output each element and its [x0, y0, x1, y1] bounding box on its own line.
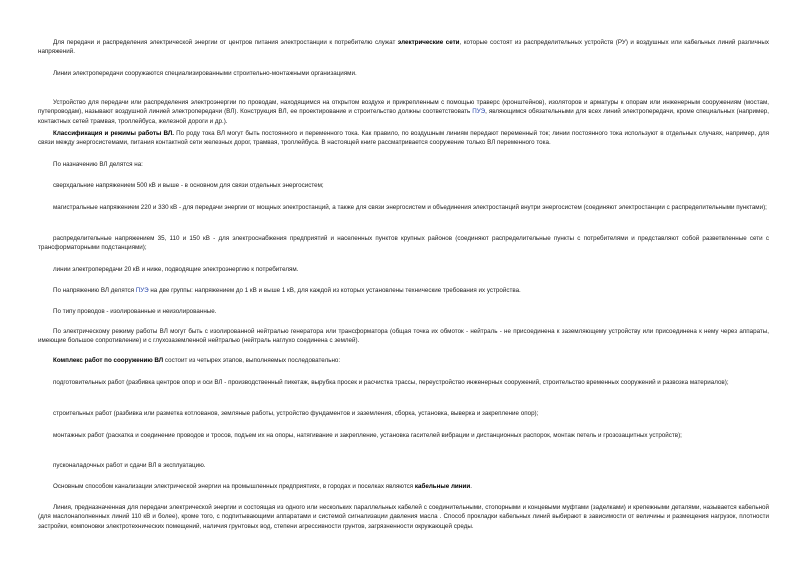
pue-link[interactable]: ПУЭ — [135, 287, 149, 294]
pue-link[interactable]: ПУЭ — [472, 108, 486, 116]
paragraph-cable-line-definition: Линия, предназначенная для передачи электрической энергии и состоящая из одного или нескольких параллельных кабелей с соединительными, стопорными и концевыми муфтами (заделками) и крепежными деталями, называется кабельной (для маслонаполненных линий 110 кВ и более), кроме того, с подпитывающими аппаратами и системой сигнализации давления масла . Способ прокладки кабельных линий выбирают в зависимости от величины и размещения нагрузок, плотности застройки, компоновки электротехнических помещений, наличия грунтовых вод, степени агрессивности грунтов, загрязненности окружающей среды. — [38, 504, 769, 530]
paragraph-classification: Классификация и режимы работы ВЛ. По роду тока ВЛ могут быть постоянного и переменного тока. Как правило, по воздушным линиям передают переменный ток; линии постоянного тока используют в отдельных случаях, например, для связи между энергосистемами, питания контактной сети железных дорог, трамвая, троллейбуса. В настоящей книге рассматривается сооружение только ВЛ переменного тока. — [38, 130, 769, 147]
list-item-low-voltage: линии электропередачи 20 кВ и ниже, подводящие электроэнергию к потребителям. — [53, 266, 299, 273]
paragraph-works-complex: Комплекс работ по сооружению ВЛ состоит из четырех этапов, выполняемых последовательно: — [53, 357, 341, 364]
heading-classification: Классификация и режимы работы ВЛ. — [53, 130, 174, 137]
list-item-construction: строительных работ (разбивка или разметка котлованов, земляные работы, устройство фундаментов и заземления, сборка, установка, выверка и закрепление опор); — [53, 410, 539, 417]
paragraph-construction-orgs: Линии электропередачи сооружаются специализированными строительно-монтажными организациями. — [53, 70, 357, 77]
list-item-trunk: магистральные напряжением 220 и 330 кВ - для передачи энергии от мощных электростанций, а также для связи энергосистем и объединения электростанций внутри энергосистем (соединяют электростанции с распределительными пунктами); — [53, 204, 767, 211]
paragraph-electric-networks: Для передачи и распределения электрической энергии от центров питания электростанции к потребителю служат электрические сети, которые состоят из распределительных устройств (РУ) и воздушных или кабельных линий различных напряжений. — [38, 39, 769, 56]
paragraph-neutral-mode: По электрическому режиму работы ВЛ могут быть с изолированной нейтралью генератора или трансформатора (общая точка их обмоток - нейтраль - не присоединена к заземляющему устройству или присоединена к нему через аппараты, имеющие большое сопротивление) и с глухозаземленной нейтралью (нейтраль наглухо соединена с землей). — [38, 328, 769, 345]
list-item-commissioning: пусконаладочных работ и сдачи ВЛ в эксплуатацию. — [53, 462, 206, 469]
paragraph-by-wire-type: По типу проводов - изолированные и неизолированные. — [53, 308, 217, 315]
paragraph-by-purpose: По назначению ВЛ делятся на: — [53, 161, 143, 168]
paragraph-by-voltage: По напряжению ВЛ делятся ПУЭ на две группы: напряжением до 1 кВ и выше 1 кВ, для каждой из которых установлены технические требования их устройства. — [53, 287, 521, 294]
list-item-preparatory: подготовительных работ (разбивка центров опор и оси ВЛ - производственный пикетаж, вырубка просек и расчистка трассы, переустройство инженерных сооружений, строительство временных сооружений и развозка материалов); — [53, 379, 729, 386]
paragraph-overhead-line-definition: Устройство для передачи или распределения электроэнергии по проводам, находящимся на открытом воздухе и прикрепленным с помощью траверс (кронштейнов), изоляторов и арматуры к опорам или инженерным сооружениям (мостам, путепроводам), называют воздушной линией электропередачи (ВЛ). Конструкция ВЛ, ее проектирование и строительство должны соответствовать ПУЭ, являющимся обязательными для всех линий электропередачи, кроме специальных (например, контактных сетей трамвая, троллейбуса, железной дороги и др.). — [38, 99, 770, 125]
list-item-extra-long: сверхдальние напряжением 500 кВ и выше - в основном для связи отдельных энергосистем; — [53, 182, 324, 189]
list-item-installation: монтажных работ (раскатка и соединение проводов и тросов, подъем их на опоры, натягивание и закрепление, установка гасителей вибрации и дистанционных распорок, монтаж петель и грозозащитных устройств); — [53, 432, 682, 439]
term-electric-networks: электрические сети — [397, 39, 460, 46]
heading-works-complex: Комплекс работ по сооружению ВЛ — [53, 357, 164, 364]
paragraph-cable-lines-intro: Основным способом канализации электрической энергии на промышленных предприятиях, в городах и поселках являются кабельные линии. — [53, 483, 472, 490]
list-item-distribution: распределительные напряжением 35, 110 и 150 кВ - для электроснабжения предприятий и населенных пунктов крупных районов (соединяют распределительные пункты с потребителями и представляют собой разветвленные сети с трансформаторными подстанциями); — [38, 235, 769, 252]
term-cable-lines: кабельные линии — [414, 483, 471, 490]
